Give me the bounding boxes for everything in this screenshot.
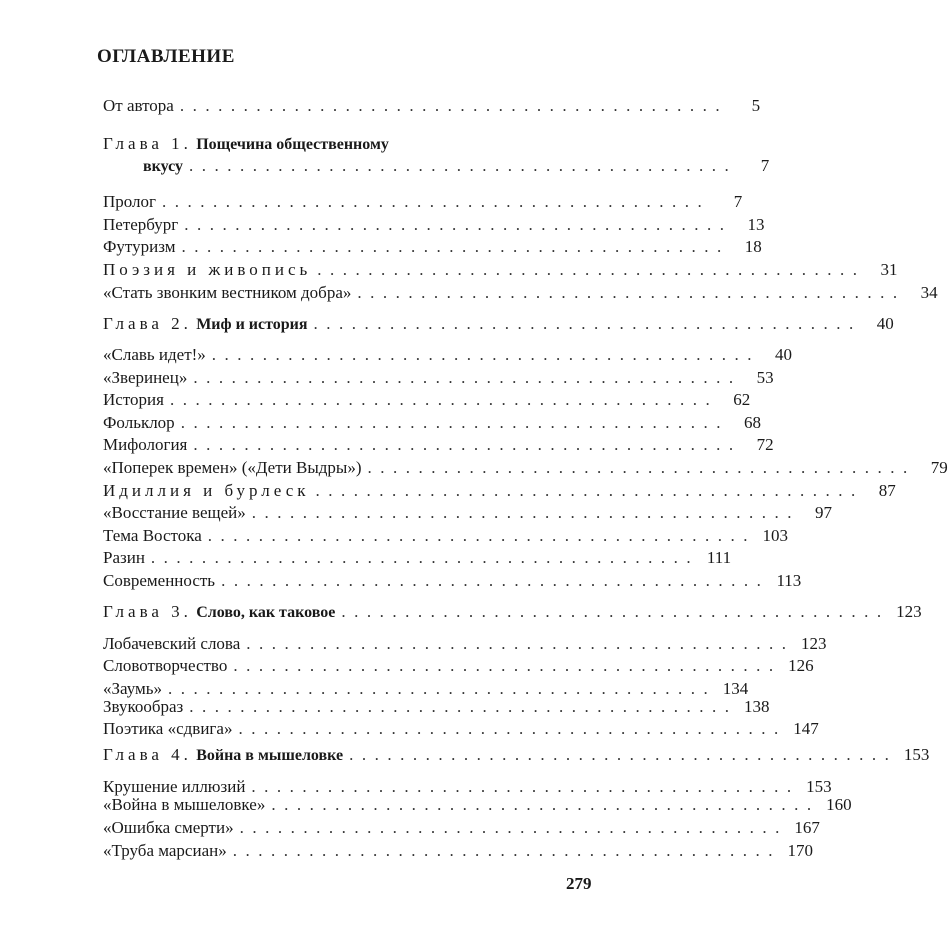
- entry-title: «Война в мышеловке»: [103, 795, 266, 814]
- entry-page: 87: [878, 481, 896, 500]
- dot-leader: ...........................................: [357, 283, 906, 302]
- toc-entry: [103, 215, 765, 235]
- dot-leader: ...........................................: [232, 841, 781, 860]
- dot-leader: ...........................................: [251, 503, 800, 522]
- toc-entry: [103, 345, 793, 365]
- dot-leader: ...........................................: [193, 435, 742, 454]
- toc-entry: [103, 795, 852, 815]
- dot-leader: ...........................................: [367, 458, 916, 477]
- toc-entry: [103, 818, 820, 838]
- chapter-label: Глава 3.: [103, 602, 192, 621]
- dot-leader: ...........................................: [179, 96, 729, 115]
- entry-page: 13: [747, 215, 765, 234]
- dot-leader: ...........................................: [349, 745, 898, 764]
- toc-entry: [103, 777, 832, 797]
- toc-entry: [103, 413, 761, 433]
- entry-page: 126: [788, 656, 814, 675]
- toc-entry: [103, 260, 898, 280]
- dot-leader: ...........................................: [169, 390, 719, 409]
- entry-page: 147: [793, 719, 819, 738]
- chapter-title-cont: вкусу: [143, 158, 184, 175]
- dot-leader: ...........................................: [341, 602, 890, 621]
- entry-title: От автора: [103, 96, 174, 115]
- entry-title: История: [103, 390, 164, 409]
- entry-title: Идиллия и бурлеск: [103, 481, 310, 500]
- dot-leader: ...........................................: [313, 314, 862, 333]
- toc-entry: [103, 679, 749, 699]
- entry-page: 113: [776, 571, 802, 590]
- chapter-label: Глава 2.: [103, 314, 192, 333]
- dot-leader: ...........................................: [150, 548, 700, 567]
- entry-title: «Труба марсиан»: [103, 841, 227, 860]
- toc-entry: [103, 656, 814, 676]
- dot-leader: ...........................................: [168, 679, 717, 698]
- entry-page: 134: [722, 679, 749, 698]
- toc-entry: [103, 548, 732, 568]
- entry-page: 103: [762, 526, 789, 545]
- entry-page: 7: [733, 192, 743, 211]
- entry-title: Петербург: [103, 215, 179, 234]
- entry-title: Пролог: [103, 192, 157, 211]
- entry-page: 34: [920, 283, 938, 302]
- entry-title: Футуризм: [103, 237, 176, 256]
- dot-leader: ...........................................: [246, 634, 795, 653]
- dot-leader: ...........................................: [189, 697, 738, 716]
- entry-page: 111: [706, 548, 732, 567]
- chapter-1-heading-line1: [103, 134, 506, 155]
- dot-leader: ...........................................: [162, 192, 711, 211]
- dot-leader: ...........................................: [193, 368, 742, 387]
- entry-page: 123: [801, 634, 827, 653]
- entry-page: 40: [775, 345, 793, 364]
- entry-title: Словотворчество: [103, 656, 228, 675]
- entry-title: Разин: [103, 548, 145, 567]
- entry-page: 62: [733, 390, 751, 409]
- toc-entry: [103, 526, 789, 546]
- toc-entry: [103, 481, 896, 501]
- chapter-4-heading: [103, 745, 930, 766]
- chapter-label: Глава 4.: [103, 745, 192, 764]
- entry-title: Крушение иллюзий: [103, 777, 246, 796]
- toc-entry: [103, 237, 762, 257]
- toc-entry: [103, 634, 827, 654]
- dot-leader: ...........................................: [221, 571, 770, 590]
- dot-leader: ...........................................: [271, 795, 820, 814]
- entry-title: «Стать звонким вестником добра»: [103, 283, 352, 302]
- entry-title: Поэтика «сдвига»: [103, 719, 233, 738]
- toc-entry: [103, 697, 770, 717]
- dot-leader: ...........................................: [233, 656, 782, 675]
- entry-title: Тема Востока: [103, 526, 202, 545]
- dot-leader: ...........................................: [251, 777, 800, 796]
- entry-title: Поэзия и живопись: [103, 260, 312, 279]
- entry-page: 5: [751, 96, 761, 115]
- dot-leader: ...........................................: [184, 215, 733, 234]
- toc-entry: [103, 503, 832, 523]
- toc-entry: [103, 390, 751, 410]
- entry-title: Звукообраз: [103, 697, 184, 716]
- entry-page: 7: [760, 156, 770, 175]
- page-number: 279: [566, 874, 592, 893]
- entry-title: «Ошибка смерти»: [103, 818, 234, 837]
- chapter-title: Война в мышеловке: [196, 747, 344, 764]
- toc-entry-from-author: [103, 96, 761, 116]
- dot-leader: ...........................................: [181, 237, 730, 256]
- entry-page: 170: [787, 841, 813, 860]
- entry-page: 160: [826, 795, 852, 814]
- entry-title: Мифология: [103, 435, 188, 454]
- chapter-label: Глава 1.: [103, 134, 192, 153]
- entry-page: 18: [744, 237, 762, 256]
- chapter-title: Слово, как таковое: [196, 604, 336, 621]
- chapter-title: Пощечина общественному: [196, 136, 389, 153]
- entry-page: 72: [756, 435, 774, 454]
- dot-leader: ...........................................: [189, 156, 738, 175]
- dot-leader: ...........................................: [238, 719, 787, 738]
- entry-page: 31: [880, 260, 898, 279]
- entry-title: «Славь идет!»: [103, 345, 206, 364]
- toc-entry: [103, 841, 813, 861]
- toc-entry: [103, 283, 938, 303]
- dot-leader: ...........................................: [207, 526, 757, 545]
- dot-leader: ...........................................: [239, 818, 788, 837]
- entry-page: 40: [876, 314, 894, 333]
- toc-entry: [103, 571, 802, 591]
- dot-leader: ...........................................: [180, 413, 729, 432]
- toc-entry: [103, 368, 774, 388]
- chapter-3-heading: [103, 602, 922, 623]
- toc-entry: [103, 192, 743, 212]
- entry-title: Фольклор: [103, 413, 175, 432]
- dot-leader: ...........................................: [315, 481, 864, 500]
- dot-leader: ...........................................: [317, 260, 866, 279]
- entry-page: 153: [903, 745, 930, 764]
- entry-page: 167: [794, 818, 820, 837]
- entry-page: 68: [743, 413, 761, 432]
- entry-page: 53: [756, 368, 774, 387]
- entry-page: 97: [814, 503, 832, 522]
- toc-heading: ОГЛАВЛЕНИЕ: [97, 46, 235, 67]
- entry-title: «Заумь»: [103, 679, 162, 698]
- chapter-1-heading-line2: [143, 156, 770, 177]
- entry-title: «Поперек времен» («Дети Выдры»): [103, 458, 362, 477]
- entry-page: 153: [806, 777, 832, 796]
- entry-title: «Восстание вещей»: [103, 503, 246, 522]
- entry-page: 138: [744, 697, 770, 716]
- chapter-title: Миф и история: [196, 316, 308, 333]
- entry-page: 123: [896, 602, 922, 621]
- dot-leader: ...........................................: [211, 345, 761, 364]
- entry-title: Лобачевский слова: [103, 634, 241, 653]
- toc-entry: [103, 719, 819, 739]
- entry-title: «Зверинец»: [103, 368, 188, 387]
- chapter-2-heading: [103, 314, 894, 335]
- entry-page: 79: [930, 458, 948, 477]
- entry-title: Современность: [103, 571, 216, 590]
- toc-entry: [103, 435, 774, 455]
- toc-entry: [103, 458, 948, 478]
